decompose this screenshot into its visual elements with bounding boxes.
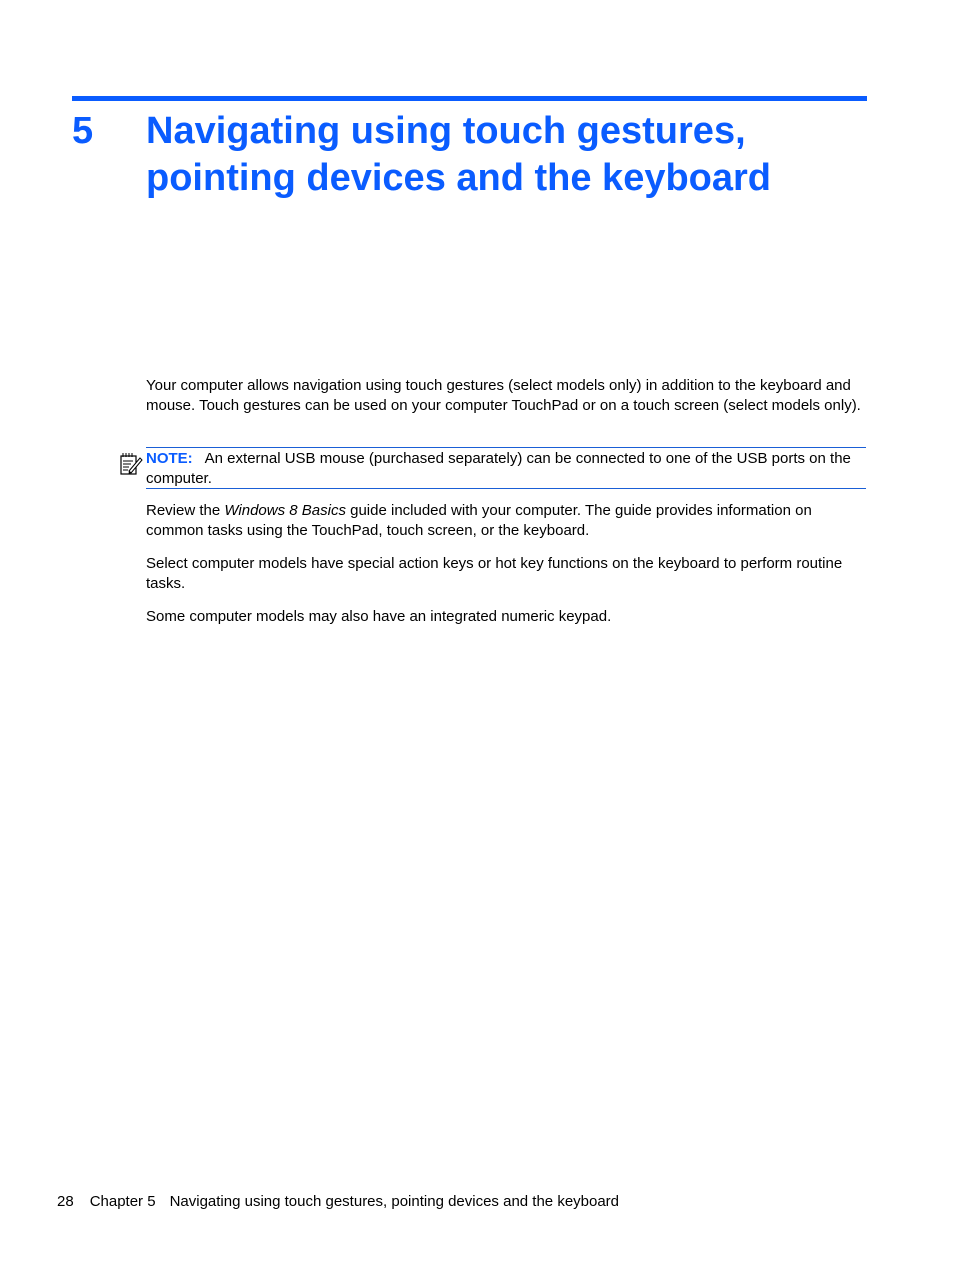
footer-chapter-label: Chapter 5 bbox=[89, 1193, 156, 1210]
note-text: An external USB mouse (purchased separately) can be connected to one of the USB ports on the computer. bbox=[146, 450, 851, 487]
chapter-heading-rule bbox=[72, 96, 867, 101]
guide-title: Windows 8 Basics bbox=[224, 502, 346, 519]
chapter-number: 5 bbox=[72, 110, 94, 152]
chapter-title: Navigating using touch gestures, pointing devices and the keyboard bbox=[146, 110, 772, 199]
review-paragraph bbox=[146, 501, 868, 540]
review-text-before: Review the bbox=[146, 502, 225, 519]
review-text-after: guide included with your computer. The guide provides information on common tasks using the TouchPad, touch screen, or the keyboard. bbox=[146, 502, 812, 539]
numeric-keypad-paragraph: Some computer models may also have an integrated numeric keypad. bbox=[146, 608, 612, 625]
intro-paragraph: Your computer allows navigation using touch gestures (select models only) in addition to the keyboard and mouse. Touch gestures can be used on your computer TouchPad or on a touch screen (select models only). bbox=[146, 377, 861, 414]
note-box bbox=[146, 447, 866, 489]
action-keys-paragraph: Select computer models have special action keys or hot key functions on the keyboard to perform routine tasks. bbox=[146, 555, 843, 592]
note-pad-icon bbox=[118, 450, 144, 476]
note-paragraph bbox=[146, 449, 866, 488]
footer-chapter-title: Navigating using touch gestures, pointing devices and the keyboard bbox=[169, 1193, 620, 1210]
page-footer bbox=[57, 1192, 619, 1211]
page-number: 28 bbox=[57, 1193, 74, 1210]
note-label: NOTE: bbox=[146, 450, 193, 467]
